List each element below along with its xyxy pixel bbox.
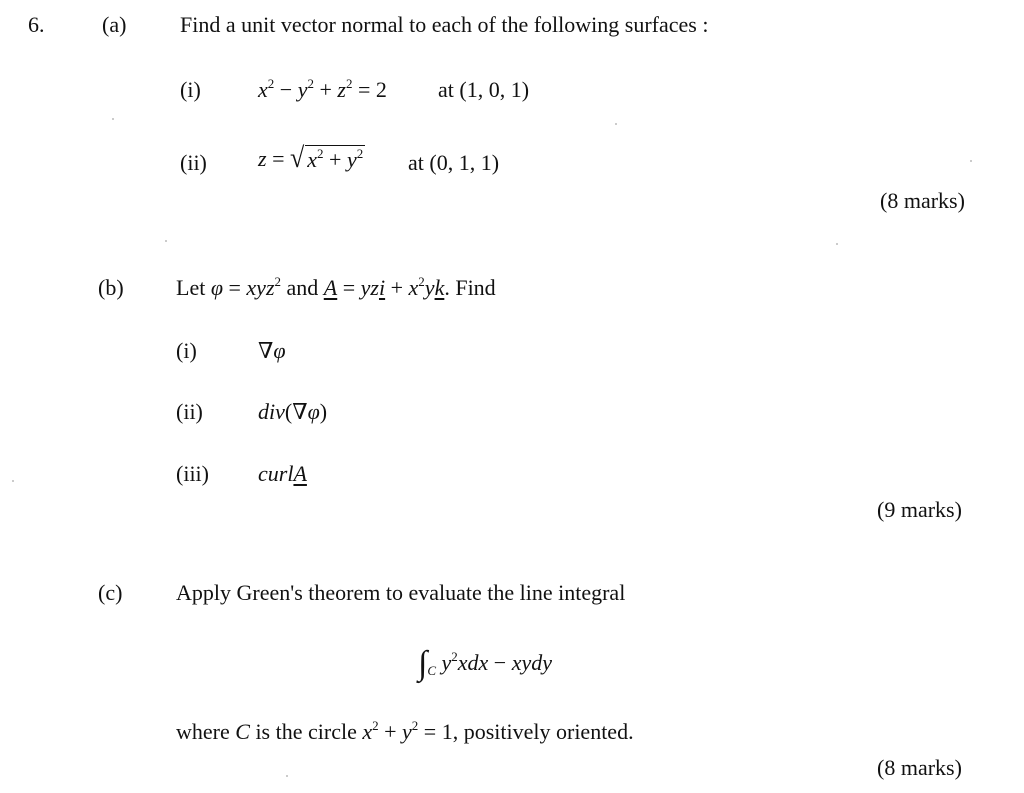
part-a-marks: (8 marks): [880, 188, 965, 213]
scan-speck: [286, 775, 288, 777]
part-a-label: (a): [102, 12, 127, 37]
scan-speck: [836, 243, 838, 245]
part-b-item-iii-expression: curlA: [258, 461, 307, 486]
part-b-item-iii-label: (iii): [176, 461, 209, 486]
question-number: 6.: [28, 12, 45, 37]
part-b-item-i-label: (i): [176, 338, 197, 363]
part-b-item-ii-label: (ii): [176, 399, 203, 424]
part-c-condition: where C is the circle $x^2 + y^2 = 1$, positively oriented.: [176, 718, 634, 744]
scan-speck: [112, 118, 114, 120]
part-c-label: (c): [98, 580, 123, 605]
part-a-item-i-point: at (1, 0, 1): [438, 77, 530, 102]
scan-speck: [12, 480, 14, 482]
part-a-item-ii-label: (ii): [180, 150, 207, 175]
part-b-marks: (9 marks): [877, 497, 962, 522]
part-a-prompt: Find a unit vector normal to each of the following surfaces :: [180, 12, 709, 37]
scan-speck: [165, 240, 167, 242]
scan-speck: [615, 123, 617, 125]
part-b-prompt: Let φ = xyz$^2$ and A = yzi + $x^2yk$. Find: [176, 274, 496, 300]
part-b-item-i-expression: ∇φ: [258, 338, 286, 363]
part-a-item-i-equation: $x^2 - y^2 + z^2 = 2$: [258, 76, 387, 102]
part-a-item-ii-equation: z = √ $x^2 + y^2$: [258, 141, 364, 174]
line-integral: $\int_C$ $y^2xdx$ − xydy: [418, 645, 553, 682]
part-a-item-ii-point: at (0, 1, 1): [408, 150, 500, 175]
part-b-label: (b): [98, 275, 124, 300]
part-c-prompt: Apply Green's theorem to evaluate the line integral: [176, 580, 626, 605]
part-a-item-i-label: (i): [180, 77, 201, 102]
sqrt-expression: √ $x^2 + y^2$: [289, 141, 364, 174]
scan-speck: [970, 160, 972, 162]
part-b-item-ii-expression: div(∇φ): [258, 399, 328, 424]
part-c-marks: (8 marks): [877, 755, 962, 780]
